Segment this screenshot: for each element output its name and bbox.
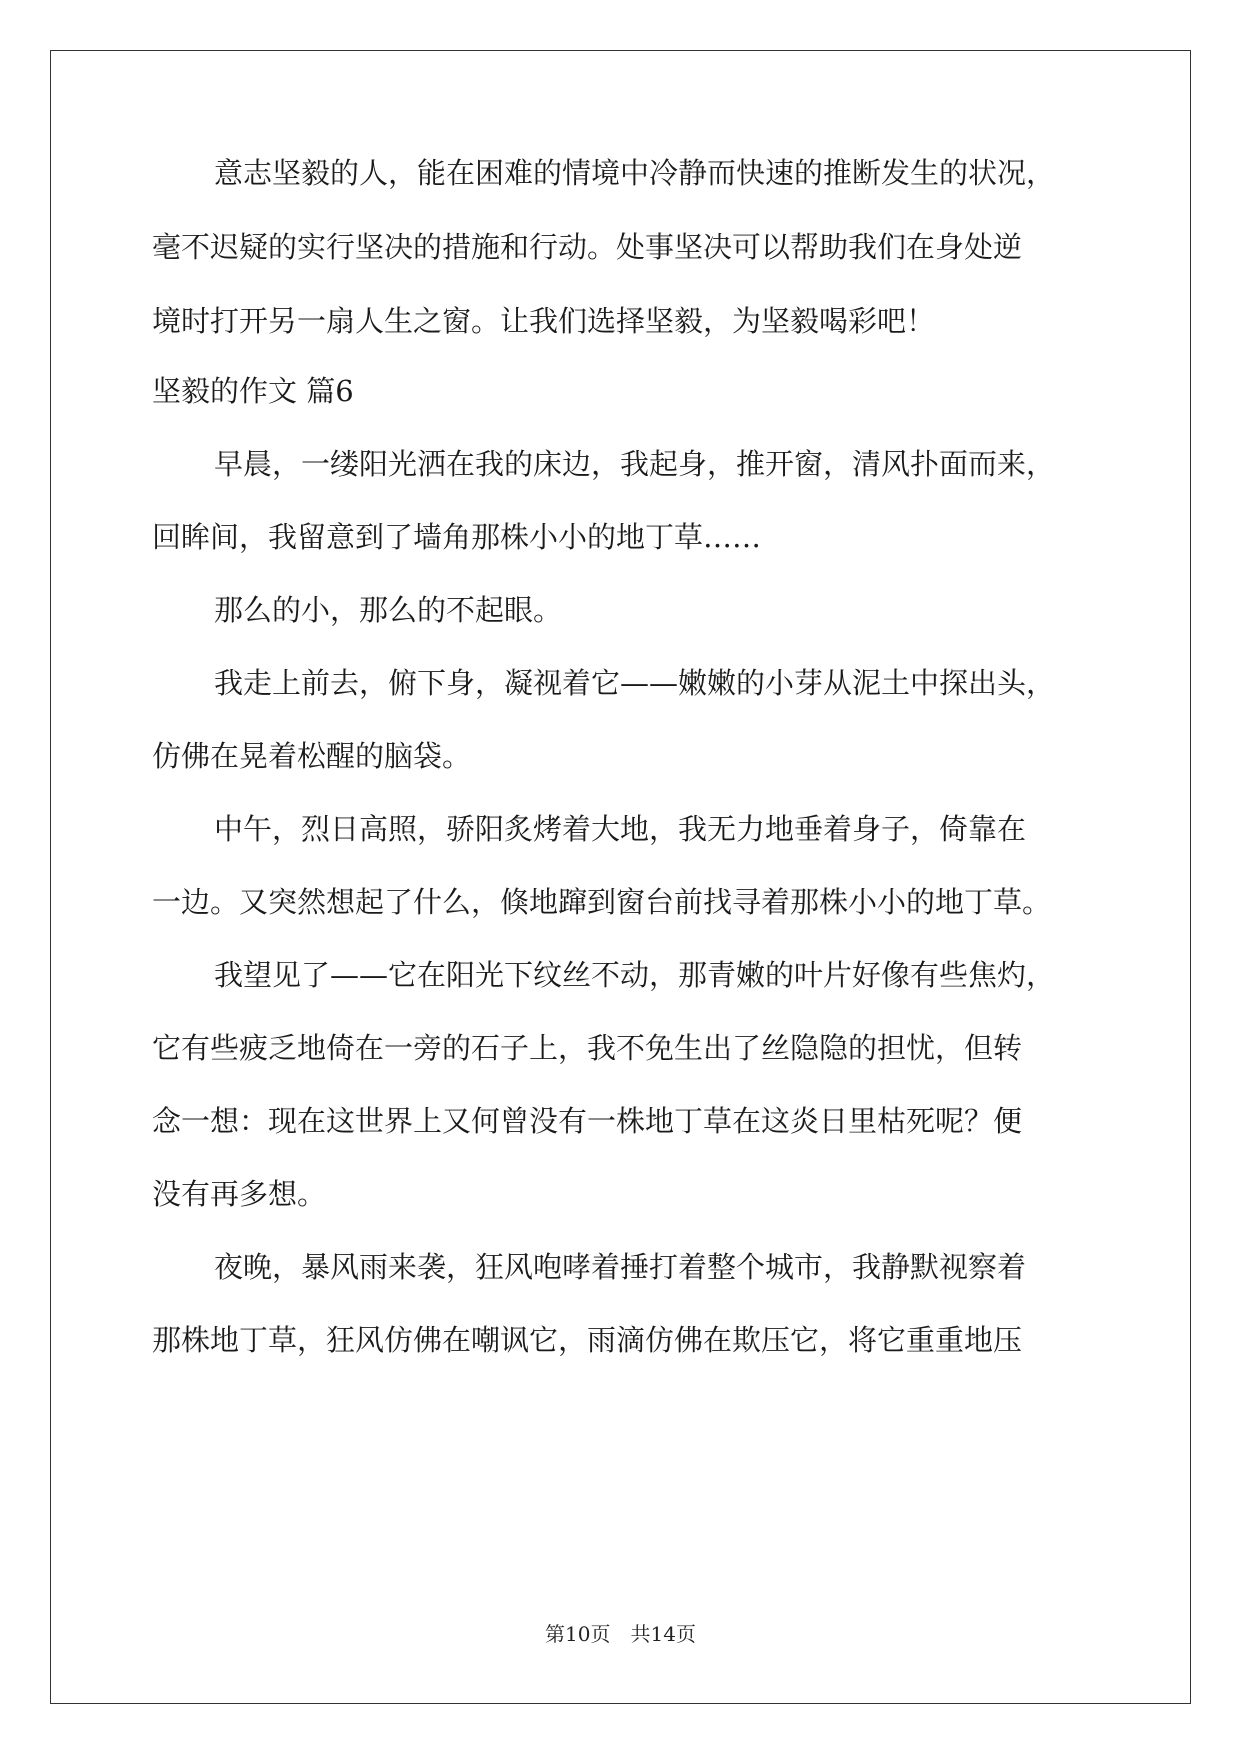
page-number-footer: 第10页 共14页 xyxy=(545,1622,696,1646)
paragraph-line: 境时打开另一扇人生之窗。让我们选择坚毅，为坚毅喝彩吧！ xyxy=(152,304,936,338)
paragraph-line: 仿佛在晃着松醒的脑袋。 xyxy=(152,739,472,773)
paragraph-line: 它有些疲乏地倚在一旁的石子上，我不免生出了丝隐隐的担忧，但转 xyxy=(152,1031,1023,1065)
paragraph-line: 那么的小，那么的不起眼。 xyxy=(214,593,563,627)
paragraph-line: 毫不迟疑的实行坚决的措施和行动。处事坚决可以帮助我们在身处逆 xyxy=(152,230,1023,264)
paragraph-line: 早晨，一缕阳光洒在我的床边，我起身，推开窗，清风扑面而来， xyxy=(214,447,1056,481)
page-border xyxy=(50,50,1191,1704)
paragraph-line: 念一想：现在这世界上又何曾没有一株地丁草在这炎日里枯死呢？便 xyxy=(152,1104,1023,1138)
paragraph-line: 夜晚，暴风雨来袭，狂风咆哮着捶打着整个城市，我静默视察着 xyxy=(214,1250,1027,1284)
paragraph-line: 一边。又突然想起了什么，倏地蹿到窗台前找寻着那株小小的地丁草。 xyxy=(152,885,1052,919)
paragraph-line: 中午，烈日高照，骄阳炙烤着大地，我无力地垂着身子，倚靠在 xyxy=(214,812,1027,846)
paragraph-line: 我走上前去，俯下身，凝视着它——嫩嫩的小芽从泥土中探出头， xyxy=(214,666,1056,700)
paragraph-line: 我望见了——它在阳光下纹丝不动，那青嫩的叶片好像有些焦灼， xyxy=(214,958,1056,992)
paragraph-line: 意志坚毅的人，能在困难的情境中冷静而快速的推断发生的状况， xyxy=(214,156,1056,190)
paragraph-line: 那株地丁草，狂风仿佛在嘲讽它，雨滴仿佛在欺压它，将它重重地压 xyxy=(152,1323,1023,1357)
paragraph-line: 回眸间，我留意到了墙角那株小小的地丁草…… xyxy=(152,520,762,554)
paragraph-line: 没有再多想。 xyxy=(152,1177,327,1211)
section-heading: 坚毅的作文 篇6 xyxy=(152,374,354,408)
